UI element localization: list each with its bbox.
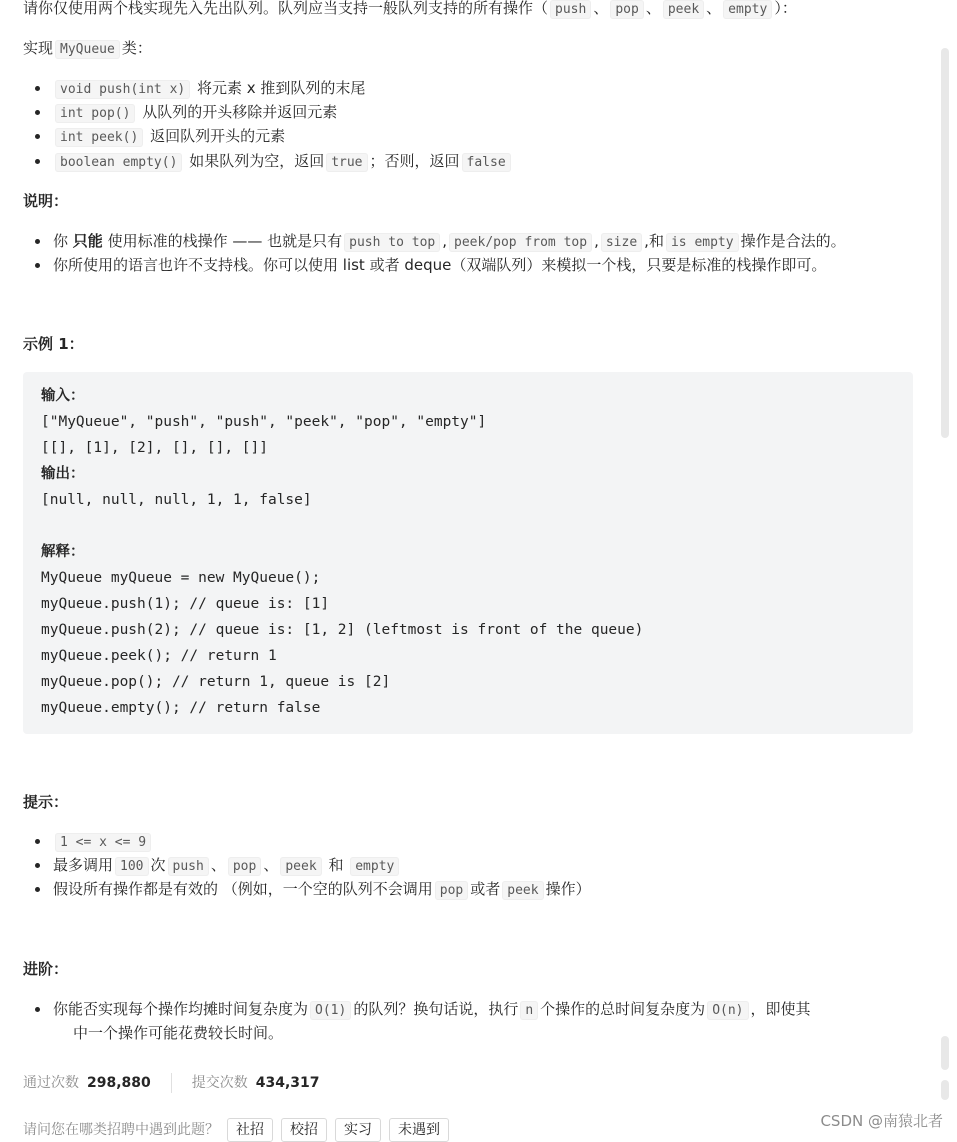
method-item (53, 125, 285, 149)
method-desc: ；否则，返回 (369, 152, 460, 170)
method-item (53, 101, 337, 125)
op-pop: pop (610, 0, 643, 19)
hint-text: 假设所有操作都是有效的 （例如，一个空的队列不会调用 (53, 880, 433, 898)
note-emphasis: 只能 (72, 232, 103, 250)
op-code: empty (350, 857, 399, 876)
call-limit: 100 (115, 857, 148, 876)
input-label: 输入： (41, 388, 85, 404)
interview-source-prompt (23, 1118, 449, 1142)
method-signature: void push(int x) (55, 80, 190, 99)
advanced-text: 的队列？换句话说，执行 (353, 1000, 519, 1018)
hint-text: 次 (150, 856, 166, 874)
method-item (53, 77, 365, 101)
op-code: pop (435, 881, 468, 900)
input-ops: ["MyQueue", "push", "push", "peek", "pop", "empty"] (41, 414, 487, 430)
class-name: MyQueue (55, 40, 120, 59)
value-false: false (462, 153, 511, 172)
note-text: 你 (53, 232, 69, 250)
hint-text: 或者 (470, 880, 501, 898)
scrollbar-thumb[interactable] (941, 48, 949, 438)
sep: 、 (593, 0, 609, 17)
tag-campus-hire[interactable]: 校招 (281, 1118, 327, 1142)
interview-question: 请问您在哪类招聘中遇到此题？ (23, 1122, 219, 1138)
example-code-block (23, 372, 913, 734)
explain-line: myQueue.peek(); // return 1 (41, 648, 277, 664)
note-text: 操作是合法的。 (740, 232, 846, 250)
advanced-text: ，即使其 (750, 1000, 811, 1018)
note-text: 使用标准的栈操作 —— 也就是只有 (107, 232, 343, 250)
stats-divider (171, 1073, 172, 1093)
advanced-heading: 进阶： (23, 960, 69, 978)
explain-line: myQueue.push(1); // queue is: [1] (41, 596, 330, 612)
method-desc: 从队列的开头移除并返回元素 (142, 103, 338, 121)
accepted-label: 通过次数 (23, 1075, 79, 1091)
complexity-code: O(1) (310, 1001, 351, 1020)
op-code: push to top (344, 233, 440, 252)
hint-text: 操作） (545, 880, 591, 898)
hint-item (53, 854, 401, 878)
value-true: true (326, 153, 367, 172)
output-label: 输出： (41, 466, 85, 482)
n-code: n (520, 1001, 538, 1020)
hint-text: 和 (328, 856, 344, 874)
advanced-text: 你能否实现每个操作均摊时间复杂度为 (53, 1000, 309, 1018)
op-empty: empty (723, 0, 772, 19)
hint-item (53, 830, 153, 854)
op-peek: peek (663, 0, 704, 19)
scrollbar-segment[interactable] (941, 1080, 949, 1100)
note-text: 和 (648, 232, 664, 250)
complexity-code: O(n) (707, 1001, 748, 1020)
submit-count: 434,317 (255, 1075, 320, 1091)
impl-line (23, 37, 152, 61)
op-code: is empty (666, 233, 739, 252)
tag-not-encountered[interactable]: 未遇到 (389, 1118, 449, 1142)
hints-heading: 提示： (23, 793, 69, 811)
explain-line: MyQueue myQueue = new MyQueue(); (41, 570, 321, 586)
input-args: [[], [1], [2], [], [], []] (41, 440, 268, 456)
submission-stats (23, 1072, 320, 1093)
submit-label: 提交次数 (191, 1075, 248, 1091)
op-code: peek (280, 857, 321, 876)
sep: 、 (706, 0, 722, 17)
op-code: peek/pop from top (449, 233, 592, 252)
method-signature: boolean empty() (55, 153, 182, 172)
output-values: [null, null, null, 1, 1, false] (41, 492, 312, 508)
sep: 、 (210, 856, 226, 874)
op-code: size (601, 233, 642, 252)
impl-text: 实现 (23, 39, 54, 57)
sep: 、 (263, 856, 279, 874)
constraint-code: 1 <= x <= 9 (55, 833, 151, 852)
method-desc: 如果队列为空，返回 (189, 152, 325, 170)
hint-text: 最多调用 (53, 856, 114, 874)
method-item (53, 150, 513, 174)
watermark: CSDN @南猿北者 (820, 1112, 943, 1130)
advanced-item (53, 998, 811, 1022)
notes-heading: 说明： (23, 192, 69, 210)
sep: 、 (645, 0, 661, 17)
tag-internship[interactable]: 实习 (335, 1118, 381, 1142)
op-code: peek (502, 881, 543, 900)
advanced-text: 个操作的总时间复杂度为 (540, 1000, 706, 1018)
explain-line: myQueue.push(2); // queue is: [1, 2] (leftmost is front of the queue) (41, 622, 644, 638)
explain-line: myQueue.empty(); // return false (41, 700, 321, 716)
hint-item (53, 878, 591, 902)
accepted-count: 298,880 (87, 1075, 151, 1091)
explain-line: myQueue.pop(); // return 1, queue is [2] (41, 674, 391, 690)
example-heading: 示例 1： (23, 335, 84, 353)
scrollbar-segment[interactable] (941, 1036, 949, 1070)
method-desc: 将元素 x 推到队列的末尾 (197, 79, 366, 97)
method-signature: int peek() (55, 128, 143, 147)
intro-end: ）： (774, 0, 797, 17)
impl-text-end: 类： (121, 39, 152, 57)
advanced-text-line2: 中一个操作可能花费较长时间。 (73, 1024, 284, 1042)
op-code: push (168, 857, 209, 876)
intro-line (23, 0, 797, 21)
explain-label: 解释： (41, 544, 85, 560)
intro-text: 请你仅使用两个栈实现先入先出队列。队列应当支持一般队列支持的所有操作（ (23, 0, 549, 17)
notes-item: 你 只能 使用标准的栈操作 —— 也就是只有 push to top , peek/pop from top , size ,和 is empty 操作是合法的。 (53, 230, 846, 254)
tag-social-hire[interactable]: 社招 (227, 1118, 273, 1142)
op-code: pop (228, 857, 261, 876)
method-signature: int pop() (55, 104, 135, 123)
method-desc: 返回队列开头的元素 (150, 127, 286, 145)
notes-item: 你所使用的语言也许不支持栈。你可以使用 list 或者 deque（双端队列）来模拟一个栈，只要是标准的栈操作即可。 (53, 256, 827, 274)
op-push: push (550, 0, 591, 19)
